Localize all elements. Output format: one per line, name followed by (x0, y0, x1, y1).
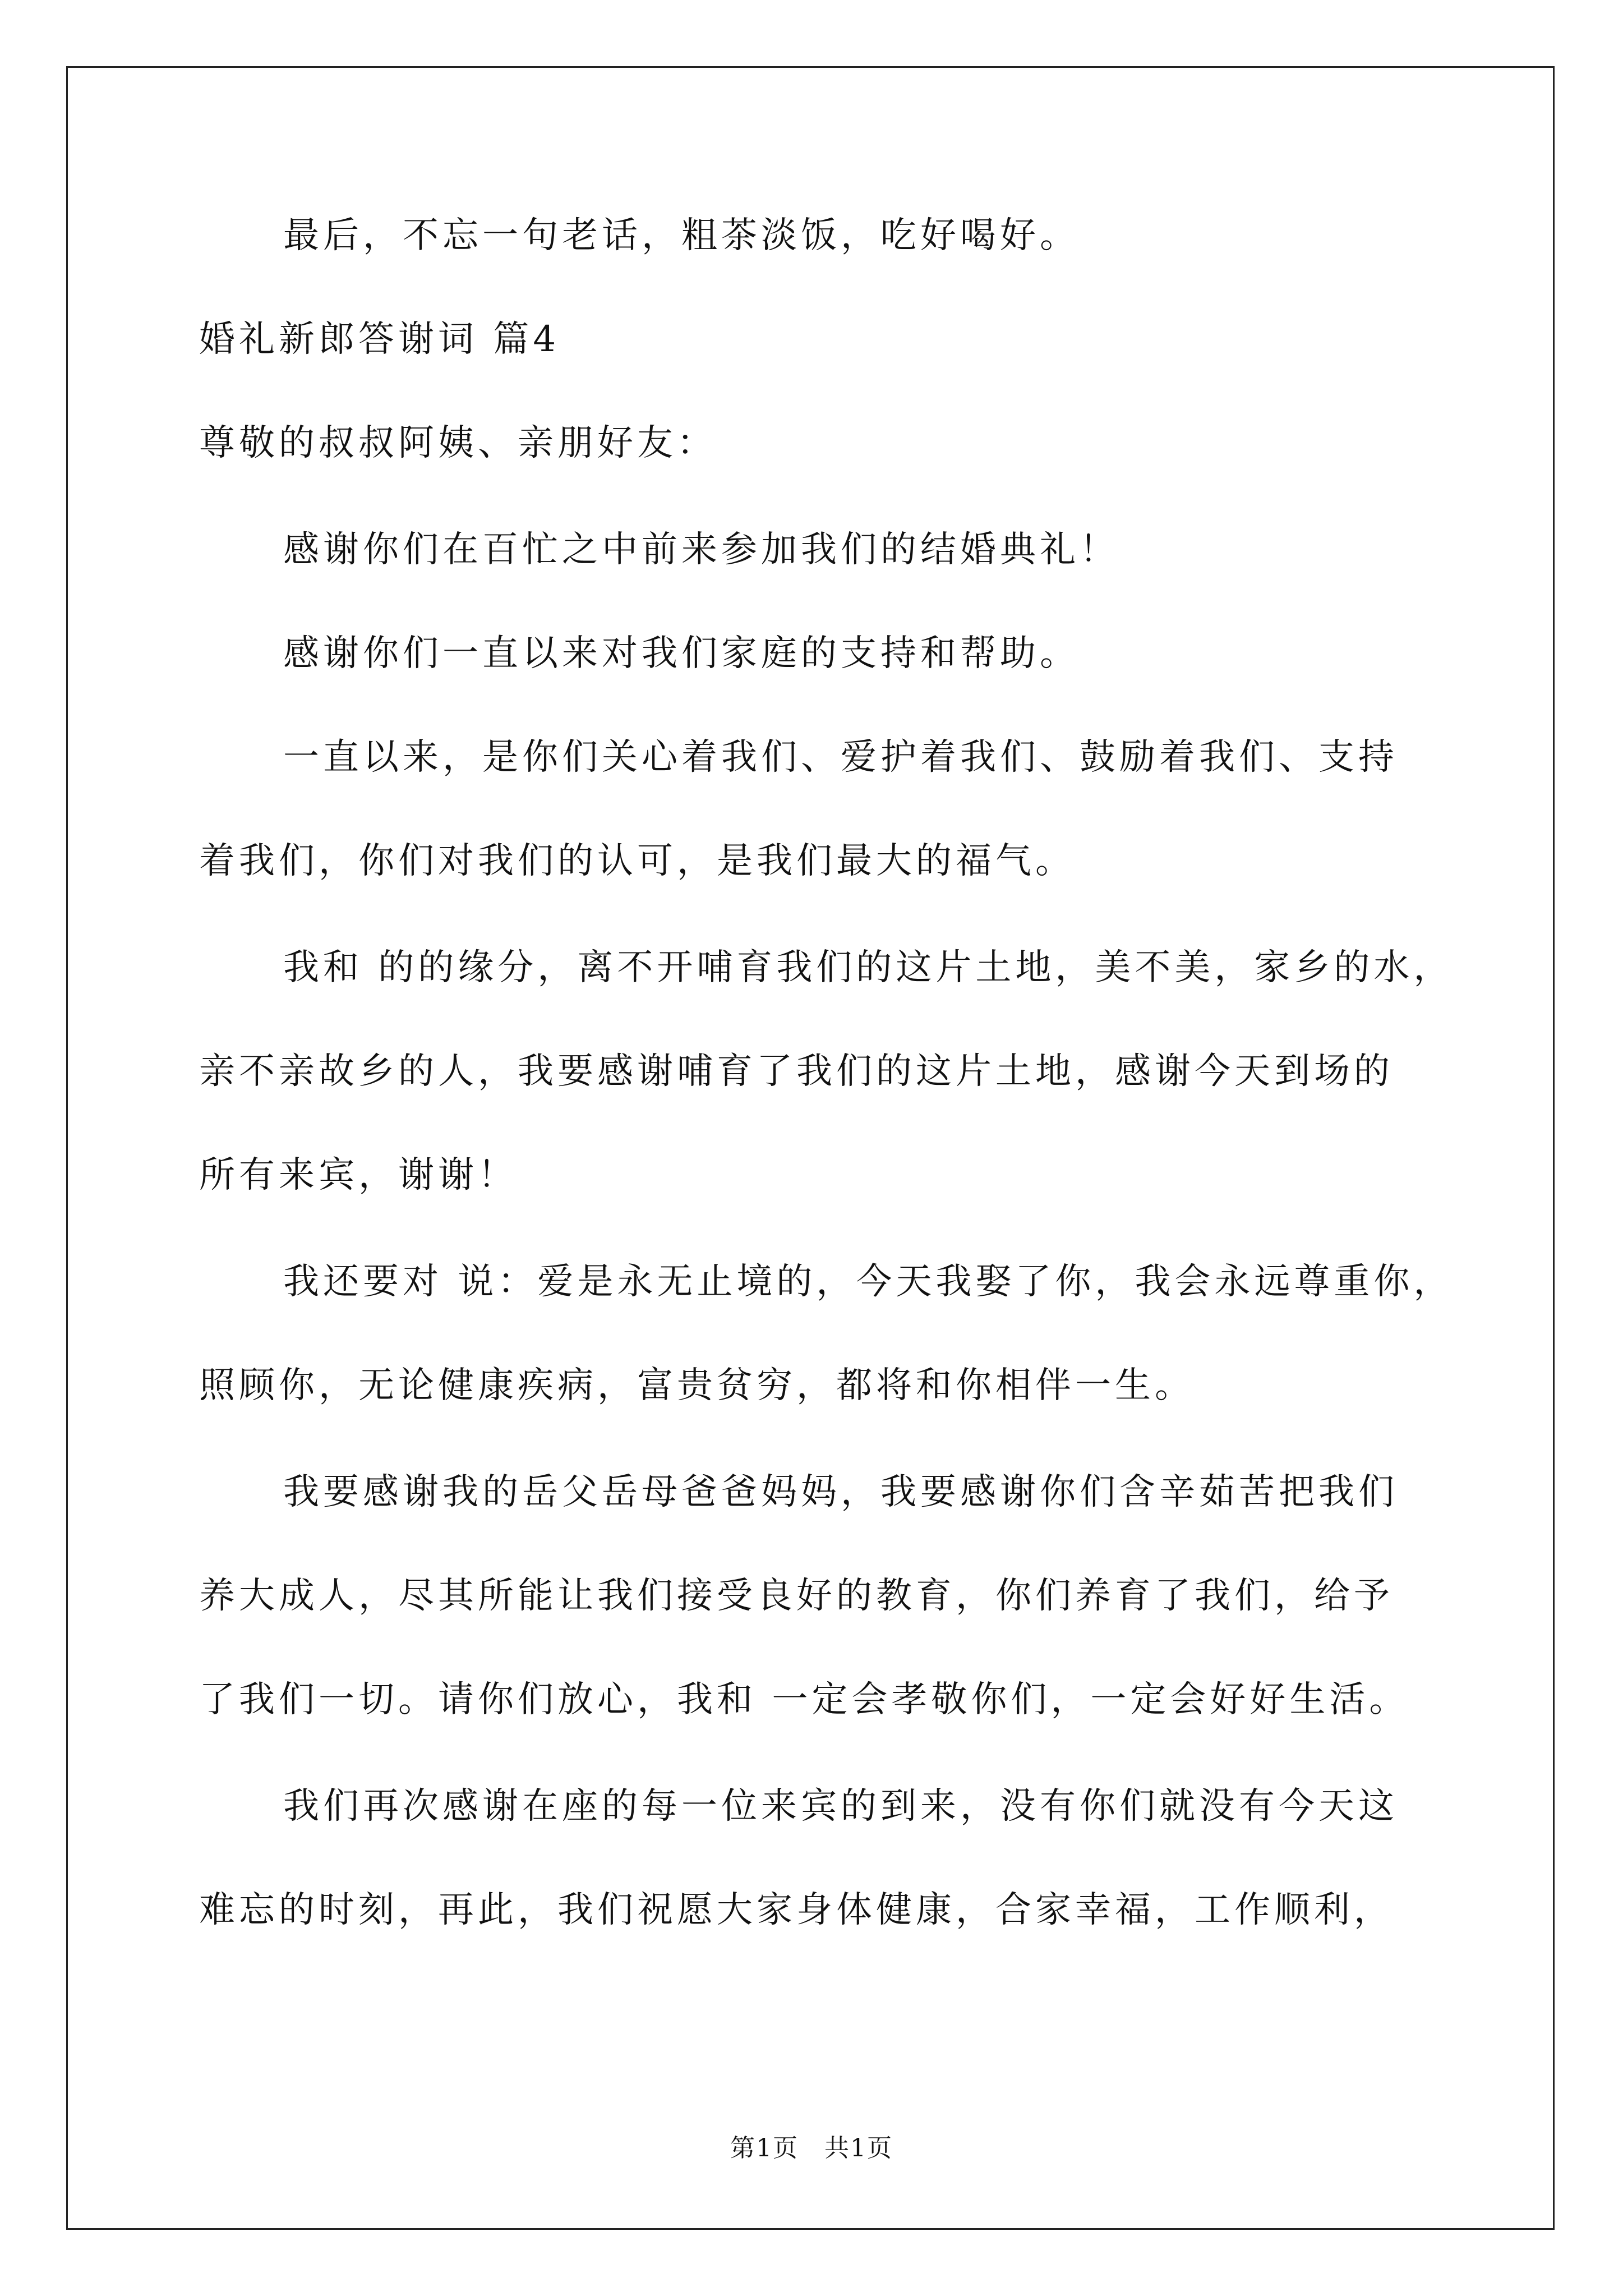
paragraph-line: 了我们一切。请你们放心，我和 一定会孝敬你们，一定会好好生活。 (199, 1679, 1409, 1720)
paragraph-line: 感谢你们在百忙之中前来参加我们的结婚典礼！ (283, 529, 1119, 570)
paragraph-line: 养大成人，尽其所能让我们接受良好的教育，你们养育了我们，给予 (199, 1575, 1394, 1617)
paragraph-line: 我要感谢我的岳父岳母爸爸妈妈，我要感谢你们含辛茹苦把我们 (283, 1471, 1398, 1513)
paragraph-line: 所有来宾，谢谢！ (199, 1154, 518, 1196)
salutation: 尊敬的叔叔阿姨、亲朋好友： (199, 422, 717, 464)
paragraph-line: 我还要对 说：爱是永无止境的，今天我娶了你，我会永远尊重你， (283, 1261, 1454, 1303)
paragraph-line: 亲不亲故乡的人，我要感谢哺育了我们的这片土地，感谢今天到场的 (199, 1051, 1394, 1092)
paragraph-line: 我们再次感谢在座的每一位来宾的到来，没有你们就没有今天这 (283, 1786, 1398, 1827)
paragraph-line: 一直以来，是你们关心着我们、爱护着我们、鼓励着我们、支持 (283, 737, 1398, 778)
paragraph-line: 最后，不忘一句老话，粗茶淡饭，吃好喝好。 (283, 215, 1080, 256)
paragraph-line: 照顾你，无论健康疾病，富贵贫穷，都将和你相伴一生。 (199, 1365, 1195, 1406)
page-footer: 第1页 共1页 (730, 2134, 893, 2162)
paragraph-line: 着我们，你们对我们的认可，是我们最大的福气。 (199, 840, 1075, 882)
paragraph-line: 难忘的时刻，再此，我们祝愿大家身体健康，合家幸福，工作顺利， (199, 1889, 1394, 1931)
paragraph-line: 我和 的的缘分，离不开哺育我们的这片土地，美不美，家乡的水， (283, 947, 1454, 988)
section-heading: 婚礼新郎答谢词 篇4 (199, 319, 560, 360)
paragraph-line: 感谢你们一直以来对我们家庭的支持和帮助。 (283, 633, 1080, 674)
